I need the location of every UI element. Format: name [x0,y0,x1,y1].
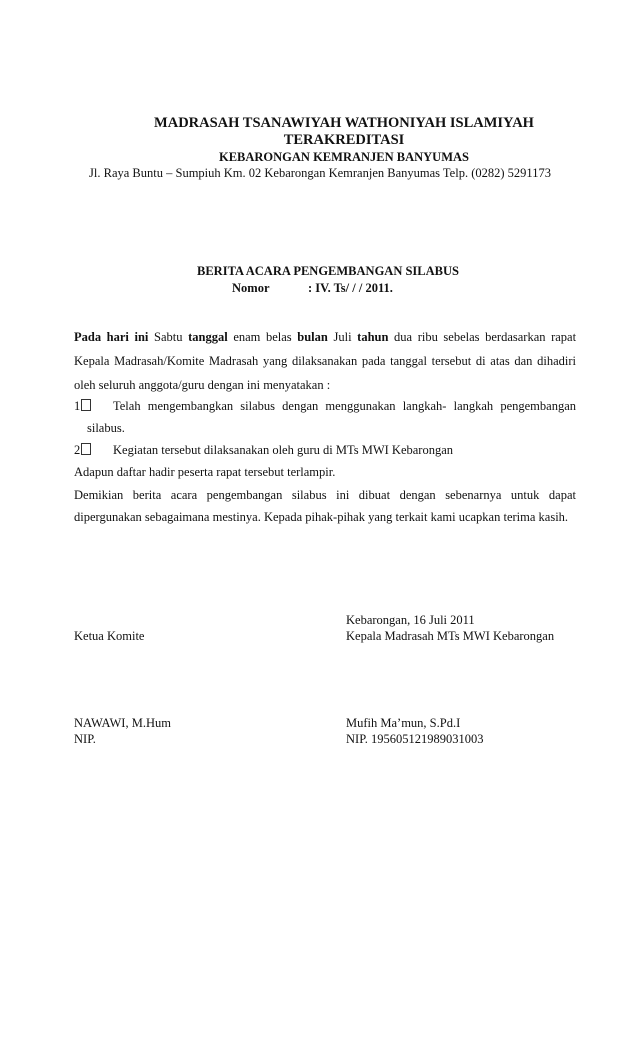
right-signer-nip: NIP. 195605121989031003 [346,732,484,746]
left-signer-name: NAWAWI, M.Hum [74,716,171,730]
list-item-text: Telah mengembangkan silabus dengan menggunakan langkah- langkah pengembangan [113,399,576,413]
school-name: MADRASAH TSANAWIYAH WATHONIYAH ISLAMIYAH [154,115,534,131]
accreditation-status: TERAKREDITASI [283,132,405,148]
list-number: 2 [74,443,91,458]
list-number: 1 [74,399,91,414]
paragraph-line: oleh seluruh anggota/guru dengan ini menyatakan : [74,378,331,392]
paragraph-line: Pada hari ini Sabtu tanggal enam belas bulan Juli tahun dua ribu sebelas berdasarkan rapat [74,330,577,344]
nomor-value: : IV. Ts/ / / 2011. [308,281,393,295]
closing-line: dipergunakan sebagaimana mestinya. Kepada pihak-pihak yang terkait kami ucapkan terima kasih. [74,510,569,524]
document-title: BERITA ACARA PENGEMBANGAN SILABUS [197,264,459,278]
place-date: Kebarongan, 16 Juli 2011 [346,613,475,627]
left-signer-role: Ketua Komite [74,629,145,643]
bullet-box-icon [81,443,91,455]
right-signer-role: Kepala Madrasah MTs MWI Kebarongan [346,629,555,643]
school-address: Jl. Raya Buntu – Sumpiuh Km. 02 Kebarongan Kemranjen Banyumas Telp. (0282) 5291173 [89,166,551,180]
list-item-text: silabus. [87,421,125,435]
attendance-note: Adapun daftar hadir peserta rapat tersebut terlampir. [74,465,336,479]
document-number [232,281,393,296]
closing-line: Demikian berita acara pengembangan silabus ini dibuat dengan sebenarnya untuk dapat [74,488,576,502]
right-signer-name: Mufih Ma’mun, S.Pd.I [346,716,461,730]
left-signer-nip: NIP. [74,732,96,746]
nomor-label: Nomor [232,281,270,295]
school-location: KEBARONGAN KEMRANJEN BANYUMAS [218,150,469,164]
bullet-box-icon [81,399,91,411]
list-item-text: Kegiatan tersebut dilaksanakan oleh guru di MTs MWI Kebarongan [113,443,453,457]
paragraph-line: Kepala Madrasah/Komite Madrasah yang dilaksanakan pada tanggal tersebut di atas dan dihadiri [74,354,576,368]
